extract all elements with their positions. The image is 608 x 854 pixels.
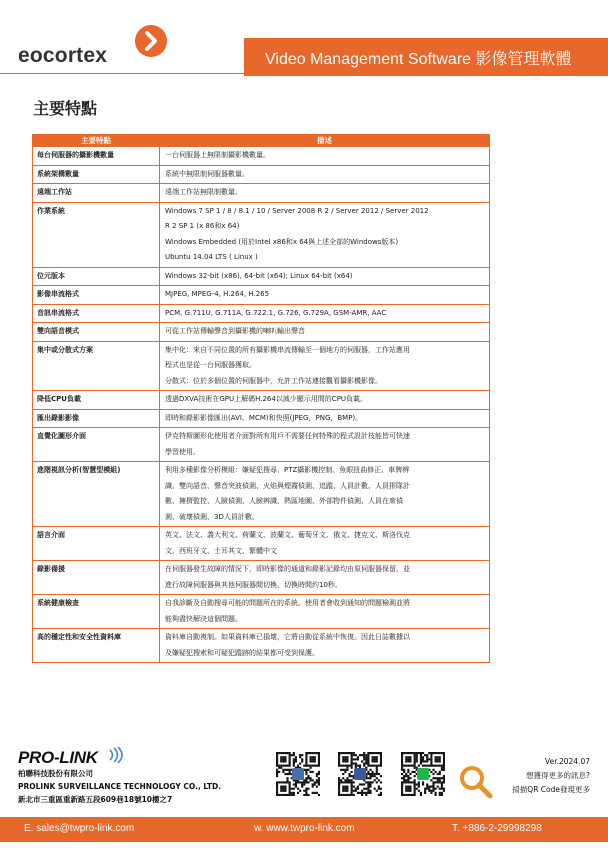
description-cell (160, 323, 490, 342)
table-row (33, 304, 490, 323)
description-line: PCM, G.711U, G.711A, G.722.1, G.726, G.729A, GSM-AMR, AAC (165, 308, 387, 317)
table-row (33, 202, 490, 267)
table-row (33, 462, 490, 527)
section-title: 主要特點 (33, 99, 98, 118)
footer-phone: T. +886-2-29998298 (452, 823, 542, 834)
description-cell (160, 267, 490, 286)
table-row (33, 629, 490, 663)
footer-email-link[interactable]: E. sales@twpro-link.com (24, 823, 135, 834)
description-line: 集中化：來自不同位置的所有攝影機串流傳輸至一個地方的伺服器，工作站應用 (165, 345, 410, 354)
qr-center-badge-icon (417, 768, 429, 780)
feature-cell: 雙向語音模式 (33, 323, 160, 342)
table-row (33, 409, 490, 428)
description-line: 能夠盡快解決這個問題。 (165, 614, 242, 623)
qr-code-facebook[interactable] (338, 752, 382, 796)
description-line: 分散式：位於多個位置的伺服器中，允許工作站連接觀看攝影機影像。 (165, 376, 382, 385)
description-line: 數、擁擠監控、人臉偵測、人臉辨識、熱區地圖、外部物件偵測、人員在席偵 (165, 497, 403, 505)
description-line: 進行故障伺服器與其他伺服器間切換、切換時間約10秒。 (165, 580, 342, 589)
header-title: Video Management Software 影像管理軟體 (265, 51, 572, 68)
table-row (33, 595, 490, 629)
feature-cell: 高的穩定性和安全性資料庫 (33, 629, 160, 663)
signal-waves-icon (107, 747, 127, 763)
company-info (18, 767, 221, 806)
feature-table (32, 134, 490, 663)
description-line: 一台伺服器上無限制攝影機數量。 (165, 151, 270, 159)
description-cell (160, 409, 490, 428)
more-info-prompt: 想獲得更多的訊息? (526, 771, 590, 780)
description-line: 即時和錄影影像匯出(AVI、MCM)和快照(JPEG，PNG，BMP)。 (165, 413, 363, 422)
description-cell (160, 595, 490, 629)
description-line: 測、破壞偵測、3D人員計數。 (165, 512, 259, 521)
feature-cell: 影像串流格式 (33, 286, 160, 305)
description-cell (160, 202, 490, 267)
table-row (33, 527, 490, 561)
header-divider (0, 73, 608, 74)
footer-website-link[interactable]: w. www.twpro-link.com (254, 823, 355, 834)
description-line: 文、西班牙文、土耳其文、繁體中文 (165, 546, 277, 555)
table-row (33, 341, 490, 391)
version-label: Ver.2024.07 (545, 757, 590, 766)
description-line: 英文、法文、義大利文、荷蘭文、波蘭文、葡萄牙文、俄文、捷克文、斯洛伐克 (165, 531, 410, 539)
description-line: 資料庫自動複制。如果資料庫已損壞，它將自動從系統中恢復。因此日誌數據以 (165, 633, 410, 641)
feature-cell: 作業系統 (33, 202, 160, 267)
company-name-en: PROLINK SURVEILLANCE TECHNOLOGY CO., LTD. (18, 782, 222, 791)
description-line: 在伺服器發生故障的情況下，即時影像的通道和錄影記錄均由原伺服器保留，並 (165, 565, 410, 573)
description-line: Windows 32-bit (x86), 64-bit (x64); Linux 64-bit (x64) (165, 271, 353, 280)
feature-cell: 錄影備援 (33, 561, 160, 595)
feature-cell: 直覺化圖形介面 (33, 428, 160, 462)
column-header-description: 描述 (160, 135, 490, 147)
description-cell (160, 147, 490, 166)
description-line: 識、雙向語音、聲音突波偵測、火焰與煙霧偵測、追蹤、人員計數、人員排隊計 (165, 481, 410, 490)
description-line: MJPEG, MPEG-4, H.264, H.265 (165, 290, 270, 298)
feature-cell: 語言介面 (33, 527, 160, 561)
qr-code-website[interactable] (276, 752, 320, 796)
description-line: 程式也是從一台伺服器獲取。 (165, 361, 256, 369)
version-block (470, 755, 590, 797)
description-line: R 2 SP 1 (x 86和x 64) (165, 222, 240, 230)
description-line: 透過DXVA技術在GPU上解碼H.264以減少顯示用間的CPU負載。 (165, 395, 368, 403)
description-cell (160, 184, 490, 203)
description-cell (160, 428, 490, 462)
table-row (33, 147, 490, 166)
description-cell (160, 304, 490, 323)
description-cell (160, 286, 490, 305)
qr-center-badge-icon (292, 768, 304, 780)
feature-cell: 音訊串流格式 (33, 304, 160, 323)
feature-cell: 匯出錄影影像 (33, 409, 160, 428)
table-row (33, 391, 490, 410)
table-row (33, 561, 490, 595)
description-cell (160, 341, 490, 391)
feature-cell: 進階視訊分析(智慧型模組) (33, 462, 160, 527)
feature-cell: 系統健康檢查 (33, 595, 160, 629)
description-cell (160, 391, 490, 410)
description-cell (160, 561, 490, 595)
qr-center-badge-icon (354, 768, 366, 780)
company-address: 新北市三重區重新路五段609巷18號10樓之7 (18, 795, 173, 804)
prolink-logo-text: PRO-LINK (18, 748, 98, 767)
table-row (33, 286, 490, 305)
table-row (33, 428, 490, 462)
eocortex-logo-text: eocortex (18, 44, 108, 67)
description-line: 及嫌疑犯搜索和可疑犯蹤跡的結果都可受到保護。 (165, 648, 319, 657)
description-line: Ubuntu 14.04 LTS ( Linux ) (165, 253, 258, 261)
feature-cell: 位元版本 (33, 267, 160, 286)
description-line: 遠端工作站無限制數量。 (165, 188, 242, 196)
feature-cell: 集中或分散式方案 (33, 341, 160, 391)
description-line: 伊克特斯圖形化使用者介面對所有用戶不需要任何特殊的程式設計技能皆可快速 (165, 432, 410, 440)
table-row (33, 267, 490, 286)
qr-code-line[interactable] (401, 752, 445, 796)
scan-qr-prompt: 掃描QR Code發現更多 (512, 785, 590, 794)
description-cell (160, 462, 490, 527)
feature-cell: 遠端工作站 (33, 184, 160, 203)
description-line: 利用多種影像分析模組：嫌疑犯搜尋、PTZ攝影機控制、魚眼扭曲修正、車牌辨 (165, 466, 410, 474)
description-cell (160, 629, 490, 663)
description-line: 學習使用。 (165, 447, 200, 456)
description-line: 可從工作站傳輸聲音到攝影機的喇叭輸出聲音 (165, 327, 305, 335)
eocortex-chevron-icon (135, 25, 167, 57)
company-name-zh: 柏聯科技股份有限公司 (18, 769, 93, 778)
column-header-feature: 主要特點 (33, 135, 160, 147)
feature-cell: 系統架構數量 (33, 165, 160, 184)
table-row (33, 165, 490, 184)
feature-cell: 每台伺服器的攝影機數量 (33, 147, 160, 166)
feature-cell: 降低CPU負載 (33, 391, 160, 410)
description-line: 系統中無限制伺服器數量。 (165, 169, 249, 178)
table-row (33, 323, 490, 342)
table-row (33, 184, 490, 203)
feature-table-body (33, 147, 490, 663)
description-cell (160, 165, 490, 184)
description-line: Windows 7 SP 1 / 8 / 8.1 / 10 / Server 2008 R 2 / Server 2012 / Server 2012 (165, 206, 429, 215)
description-line: Windows Embedded (用於Intel x86和x 64與上述全部的Windows版本) (165, 237, 399, 246)
description-cell (160, 527, 490, 561)
description-line: 自我診斷及自動搜尋可能的問題所在的系統。使用者會收到通知的問題檢測並將 (165, 599, 410, 607)
